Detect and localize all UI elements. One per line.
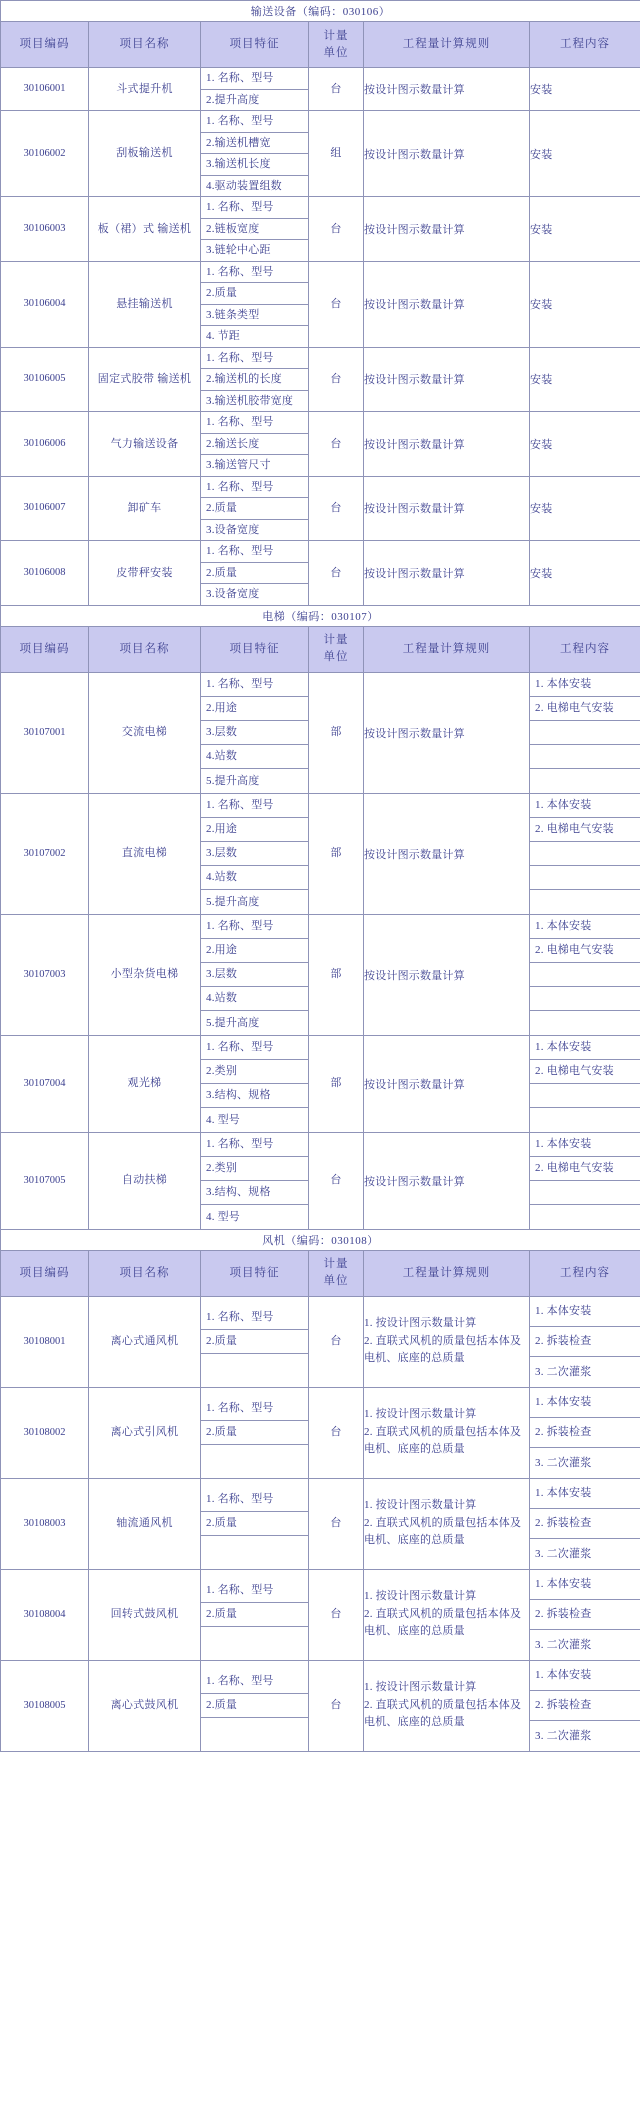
col-header-feature: 项目特征	[201, 22, 309, 68]
row-code: 30106003	[1, 197, 89, 262]
feature-item: 4.站数	[201, 987, 308, 1011]
work-item	[530, 890, 640, 914]
col-header-work: 工程内容	[530, 626, 640, 672]
row-name: 交流电梯	[89, 672, 201, 793]
row-name: 离心式鼓风机	[89, 1660, 201, 1751]
feature-list	[201, 348, 308, 412]
row-name: 离心式引风机	[89, 1387, 201, 1478]
feature-item: 4. 型号	[206, 1113, 240, 1126]
row-work: 安装	[530, 476, 640, 541]
feature-item: 1. 名称、型号	[201, 68, 308, 89]
feature-list	[201, 262, 308, 347]
column-header-row	[1, 1250, 640, 1296]
feature-item: 2.质量	[201, 1512, 308, 1536]
row-features	[201, 1478, 309, 1569]
work-item: 3. 二次灌浆	[535, 1729, 592, 1742]
feature-item	[201, 1445, 308, 1469]
col-header-unit	[309, 626, 364, 672]
table-row	[1, 541, 640, 606]
feature-item: 1. 名称、型号	[201, 1133, 308, 1157]
work-item	[530, 745, 640, 769]
row-features	[201, 347, 309, 412]
row-features	[201, 261, 309, 347]
row-rule: 按设计图示数量计算	[364, 111, 530, 197]
feature-item: 3.结构、规格	[201, 1084, 308, 1108]
col-header-unit	[309, 1250, 364, 1296]
row-name: 气力输送设备	[89, 412, 201, 477]
work-list	[530, 1570, 640, 1660]
row-work	[530, 1132, 640, 1229]
work-list	[530, 1297, 640, 1387]
col-header-unit-line1: 计量	[323, 29, 349, 42]
feature-item: 4. 型号	[206, 1210, 240, 1223]
feature-item: 2.类别	[201, 1060, 308, 1084]
feature-item: 2.输送机槽宽	[201, 132, 308, 154]
feature-item: 3.链条类型	[201, 304, 308, 326]
row-unit: 台	[309, 347, 364, 412]
feature-item: 1. 名称、型号	[201, 1036, 308, 1060]
feature-list	[201, 1579, 308, 1651]
feature-item: 2.类别	[201, 1157, 308, 1181]
row-features	[201, 1660, 309, 1751]
feature-item: 4.驱动装置组数	[206, 179, 282, 192]
row-code: 30106008	[1, 541, 89, 606]
feature-item: 5.提升高度	[206, 774, 260, 787]
col-header-code: 项目编码	[1, 1250, 89, 1296]
row-work: 安装	[530, 261, 640, 347]
feature-list	[201, 541, 308, 605]
work-item	[530, 1011, 640, 1035]
row-rule: 按设计图示数量计算	[364, 672, 530, 793]
table-row	[1, 914, 640, 1035]
row-features	[201, 793, 309, 914]
row-work: 安装	[530, 68, 640, 111]
feature-item: 3.层数	[201, 721, 308, 745]
work-item: 1. 本体安装	[530, 1570, 640, 1600]
row-code: 30106006	[1, 412, 89, 477]
work-item: 2. 电梯电气安装	[530, 818, 640, 842]
row-unit: 部	[309, 793, 364, 914]
row-unit: 台	[309, 197, 364, 262]
row-code: 30107003	[1, 914, 89, 1035]
work-item: 2. 拆装检查	[530, 1600, 640, 1630]
row-name: 回转式鼓风机	[89, 1569, 201, 1660]
row-work	[530, 1387, 640, 1478]
work-item	[530, 721, 640, 745]
feature-item: 2.质量	[201, 1421, 308, 1445]
col-header-unit-line1: 计量	[323, 1258, 349, 1271]
work-item: 3. 二次灌浆	[535, 1365, 592, 1378]
work-item: 2. 拆装检查	[530, 1327, 640, 1357]
table-row	[1, 68, 640, 111]
row-code: 30108004	[1, 1569, 89, 1660]
row-code: 30108002	[1, 1387, 89, 1478]
row-unit: 台	[309, 1387, 364, 1478]
work-item: 3. 二次灌浆	[535, 1547, 592, 1560]
work-list	[530, 1661, 640, 1751]
feature-item: 2.提升高度	[206, 93, 260, 106]
feature-item: 2.用途	[201, 697, 308, 721]
table-row	[1, 1569, 640, 1660]
work-item	[530, 1205, 640, 1229]
work-list	[530, 794, 640, 914]
section-title: 输送设备（编码：030106）	[1, 1, 640, 22]
table-row	[1, 793, 640, 914]
feature-item: 3.输送管尺寸	[206, 459, 271, 471]
feature-list	[201, 477, 308, 541]
row-code: 30107004	[1, 1035, 89, 1132]
row-work: 安装	[530, 541, 640, 606]
row-unit: 台	[309, 1478, 364, 1569]
row-name: 离心式通风机	[89, 1296, 201, 1387]
col-header-name: 项目名称	[89, 22, 201, 68]
rule-item: 1. 按设计图示数量计算	[364, 1589, 477, 1602]
work-item: 1. 本体安装	[530, 673, 640, 697]
row-rule: 按设计图示数量计算	[364, 541, 530, 606]
row-rule	[364, 1478, 530, 1569]
feature-item: 1. 名称、型号	[201, 1670, 308, 1694]
table-row	[1, 1296, 640, 1387]
row-work	[530, 793, 640, 914]
rule-item: 1. 按设计图示数量计算	[364, 1316, 477, 1329]
section-title-row	[1, 1229, 640, 1250]
feature-item: 3.输送机长度	[201, 154, 308, 176]
work-item: 2. 拆装检查	[530, 1418, 640, 1448]
row-name: 观光梯	[89, 1035, 201, 1132]
row-work: 安装	[530, 347, 640, 412]
rule-item: 1. 按设计图示数量计算	[364, 1680, 477, 1693]
feature-item: 2.质量	[201, 1330, 308, 1354]
work-list	[530, 673, 640, 793]
row-rule: 按设计图示数量计算	[364, 914, 530, 1035]
row-features	[201, 412, 309, 477]
rule-item: 2. 直联式风机的质量包括本体及电机、底座的总质量	[364, 1516, 522, 1547]
feature-item: 1. 名称、型号	[201, 673, 308, 697]
table-row	[1, 1478, 640, 1569]
feature-item: 1. 名称、型号	[201, 348, 308, 369]
row-work	[530, 1035, 640, 1132]
feature-item: 3.设备宽度	[206, 523, 260, 536]
feature-item: 2.质量	[201, 283, 308, 305]
work-item: 1. 本体安装	[530, 1388, 640, 1418]
row-code: 30106001	[1, 68, 89, 111]
work-list	[530, 1133, 640, 1229]
col-header-unit-line2: 单位	[323, 651, 349, 663]
feature-item: 2.输送机的长度	[201, 369, 308, 391]
table-row	[1, 1660, 640, 1751]
rule-item: 2. 直联式风机的质量包括本体及电机、底座的总质量	[364, 1698, 522, 1729]
rule-item: 1. 按设计图示数量计算	[364, 1407, 477, 1420]
rule-item: 2. 直联式风机的质量包括本体及电机、底座的总质量	[364, 1334, 522, 1365]
row-work: 安装	[530, 197, 640, 262]
row-unit: 组	[309, 111, 364, 197]
feature-item: 4.站数	[201, 866, 308, 890]
feature-item: 2.质量	[201, 1603, 308, 1627]
column-header-row	[1, 22, 640, 68]
row-unit: 台	[309, 1132, 364, 1229]
row-rule: 按设计图示数量计算	[364, 197, 530, 262]
work-item	[530, 1181, 640, 1205]
col-header-work: 工程内容	[530, 22, 640, 68]
row-features	[201, 1035, 309, 1132]
work-item: 2. 拆装检查	[530, 1509, 640, 1539]
row-features	[201, 476, 309, 541]
row-features	[201, 68, 309, 111]
feature-list	[201, 1133, 308, 1229]
feature-item: 1. 名称、型号	[201, 541, 308, 562]
feature-list	[201, 1036, 308, 1132]
row-name: 皮带秤安装	[89, 541, 201, 606]
col-header-feature: 项目特征	[201, 626, 309, 672]
work-list	[530, 915, 640, 1035]
feature-list	[201, 68, 308, 110]
row-work	[530, 672, 640, 793]
work-item	[530, 769, 640, 793]
col-header-unit-line2: 单位	[323, 1275, 349, 1287]
feature-item: 3.层数	[201, 842, 308, 866]
table-row	[1, 476, 640, 541]
row-unit: 部	[309, 914, 364, 1035]
feature-list	[201, 412, 308, 476]
feature-item	[201, 1536, 308, 1560]
feature-item: 2.质量	[201, 1694, 308, 1718]
row-work	[530, 914, 640, 1035]
work-item: 1. 本体安装	[530, 794, 640, 818]
row-rule	[364, 1387, 530, 1478]
row-name: 卸矿车	[89, 476, 201, 541]
feature-item: 5.提升高度	[206, 1016, 260, 1029]
row-rule: 按设计图示数量计算	[364, 412, 530, 477]
feature-item: 1. 名称、型号	[201, 1579, 308, 1603]
row-rule: 按设计图示数量计算	[364, 347, 530, 412]
row-name: 小型杂货电梯	[89, 914, 201, 1035]
feature-list	[201, 673, 308, 793]
row-code: 30107002	[1, 793, 89, 914]
row-name: 板（裙）式 输送机	[89, 197, 201, 262]
rule-item: 2. 直联式风机的质量包括本体及电机、底座的总质量	[364, 1425, 522, 1456]
work-item: 2. 电梯电气安装	[530, 939, 640, 963]
row-rule: 按设计图示数量计算	[364, 1132, 530, 1229]
column-header-row	[1, 626, 640, 672]
table-row	[1, 261, 640, 347]
work-item: 1. 本体安装	[530, 1479, 640, 1509]
row-features	[201, 111, 309, 197]
row-rule: 按设计图示数量计算	[364, 68, 530, 111]
row-code: 30106005	[1, 347, 89, 412]
feature-list	[201, 111, 308, 196]
row-unit: 台	[309, 1660, 364, 1751]
row-unit: 台	[309, 541, 364, 606]
feature-item: 2.质量	[201, 498, 308, 520]
row-features	[201, 1387, 309, 1478]
work-item: 1. 本体安装	[530, 1036, 640, 1060]
row-features	[201, 1132, 309, 1229]
col-header-rule: 工程量计算规则	[364, 1250, 530, 1296]
work-item: 1. 本体安装	[530, 1133, 640, 1157]
work-item: 2. 电梯电气安装	[530, 1060, 640, 1084]
row-unit: 台	[309, 261, 364, 347]
row-name: 斗式提升机	[89, 68, 201, 111]
work-item	[530, 963, 640, 987]
table-row	[1, 1387, 640, 1478]
row-rule	[364, 1660, 530, 1751]
row-work	[530, 1569, 640, 1660]
row-unit: 台	[309, 1296, 364, 1387]
row-features	[201, 1569, 309, 1660]
feature-item: 2.输送长度	[201, 433, 308, 455]
col-header-name: 项目名称	[89, 1250, 201, 1296]
row-rule: 按设计图示数量计算	[364, 476, 530, 541]
feature-item	[201, 1354, 308, 1378]
row-rule: 按设计图示数量计算	[364, 261, 530, 347]
work-item	[530, 866, 640, 890]
row-unit: 台	[309, 476, 364, 541]
col-header-code: 项目编码	[1, 626, 89, 672]
table-row	[1, 1035, 640, 1132]
work-list	[530, 1036, 640, 1132]
row-name: 固定式胶带 输送机	[89, 347, 201, 412]
col-header-unit-line2: 单位	[323, 46, 349, 59]
feature-item: 1. 名称、型号	[201, 262, 308, 283]
work-item	[530, 1108, 640, 1132]
feature-item: 1. 名称、型号	[201, 111, 308, 132]
feature-item: 3.层数	[201, 963, 308, 987]
row-code: 30108005	[1, 1660, 89, 1751]
feature-item: 1. 名称、型号	[201, 197, 308, 218]
row-unit: 部	[309, 672, 364, 793]
col-header-name: 项目名称	[89, 626, 201, 672]
row-features	[201, 1296, 309, 1387]
work-item: 3. 二次灌浆	[535, 1456, 592, 1469]
feature-item: 1. 名称、型号	[201, 1397, 308, 1421]
table-row	[1, 412, 640, 477]
work-item: 2. 电梯电气安装	[530, 697, 640, 721]
row-code: 30106007	[1, 476, 89, 541]
feature-item	[201, 1627, 308, 1651]
feature-item: 3.结构、规格	[201, 1181, 308, 1205]
feature-item: 1. 名称、型号	[201, 794, 308, 818]
row-unit: 台	[309, 68, 364, 111]
feature-item: 4.站数	[201, 745, 308, 769]
feature-item: 5.提升高度	[206, 895, 260, 908]
section-title-row	[1, 1, 640, 22]
row-work: 安装	[530, 111, 640, 197]
feature-item	[201, 1718, 308, 1742]
feature-item: 3.输送机胶带宽度	[206, 394, 294, 407]
col-header-work: 工程内容	[530, 1250, 640, 1296]
feature-item: 2.质量	[201, 562, 308, 584]
row-rule: 按设计图示数量计算	[364, 1035, 530, 1132]
feature-item: 4. 节距	[206, 330, 240, 342]
work-item: 1. 本体安装	[530, 1661, 640, 1691]
row-code: 30107001	[1, 672, 89, 793]
feature-list	[201, 1397, 308, 1469]
work-list	[530, 1388, 640, 1478]
col-header-unit	[309, 22, 364, 68]
row-features	[201, 541, 309, 606]
row-code: 30106002	[1, 111, 89, 197]
feature-item: 1. 名称、型号	[201, 1306, 308, 1330]
work-item	[530, 987, 640, 1011]
row-rule	[364, 1296, 530, 1387]
table-row	[1, 347, 640, 412]
work-item: 1. 本体安装	[530, 915, 640, 939]
row-work: 安装	[530, 412, 640, 477]
col-header-rule: 工程量计算规则	[364, 626, 530, 672]
feature-item: 3.设备宽度	[206, 588, 260, 600]
feature-item: 2.用途	[201, 818, 308, 842]
row-name: 轴流通风机	[89, 1478, 201, 1569]
row-name: 直流电梯	[89, 793, 201, 914]
feature-list	[201, 915, 308, 1035]
row-features	[201, 914, 309, 1035]
row-rule: 按设计图示数量计算	[364, 793, 530, 914]
table-row	[1, 197, 640, 262]
row-name: 悬挂输送机	[89, 261, 201, 347]
col-header-feature: 项目特征	[201, 1250, 309, 1296]
section-title: 风机（编码：030108）	[1, 1229, 640, 1250]
col-header-rule: 工程量计算规则	[364, 22, 530, 68]
row-unit: 部	[309, 1035, 364, 1132]
work-item: 1. 本体安装	[530, 1297, 640, 1327]
rule-item: 2. 直联式风机的质量包括本体及电机、底座的总质量	[364, 1607, 522, 1638]
feature-list	[201, 197, 308, 261]
work-item: 2. 拆装检查	[530, 1691, 640, 1721]
work-item	[530, 842, 640, 866]
feature-item: 2.用途	[201, 939, 308, 963]
table-row	[1, 111, 640, 197]
section-title-row	[1, 605, 640, 626]
work-item	[530, 1084, 640, 1108]
row-features	[201, 672, 309, 793]
rule-item: 1. 按设计图示数量计算	[364, 1498, 477, 1511]
row-unit: 台	[309, 1569, 364, 1660]
feature-list	[201, 1670, 308, 1742]
feature-item: 1. 名称、型号	[201, 412, 308, 433]
feature-list	[201, 1306, 308, 1378]
work-item: 2. 电梯电气安装	[530, 1157, 640, 1181]
row-code: 30108003	[1, 1478, 89, 1569]
feature-item: 1. 名称、型号	[201, 1488, 308, 1512]
feature-list	[201, 794, 308, 914]
col-header-unit-line1: 计量	[323, 634, 349, 647]
row-code: 30108001	[1, 1296, 89, 1387]
table-row	[1, 1132, 640, 1229]
row-name: 自动扶梯	[89, 1132, 201, 1229]
feature-item: 3.链轮中心距	[206, 244, 271, 256]
row-work	[530, 1478, 640, 1569]
feature-list	[201, 1488, 308, 1560]
col-header-code: 项目编码	[1, 22, 89, 68]
row-unit: 台	[309, 412, 364, 477]
row-features	[201, 197, 309, 262]
row-work	[530, 1296, 640, 1387]
work-list	[530, 1479, 640, 1569]
table-row	[1, 672, 640, 793]
work-item: 3. 二次灌浆	[535, 1638, 592, 1651]
row-name: 刮板输送机	[89, 111, 201, 197]
row-code: 30107005	[1, 1132, 89, 1229]
feature-item: 1. 名称、型号	[201, 915, 308, 939]
row-work	[530, 1660, 640, 1751]
feature-item: 2.链板宽度	[201, 218, 308, 240]
feature-item: 1. 名称、型号	[201, 477, 308, 498]
row-code: 30106004	[1, 261, 89, 347]
section-title: 电梯（编码：030107）	[1, 605, 640, 626]
row-rule	[364, 1569, 530, 1660]
